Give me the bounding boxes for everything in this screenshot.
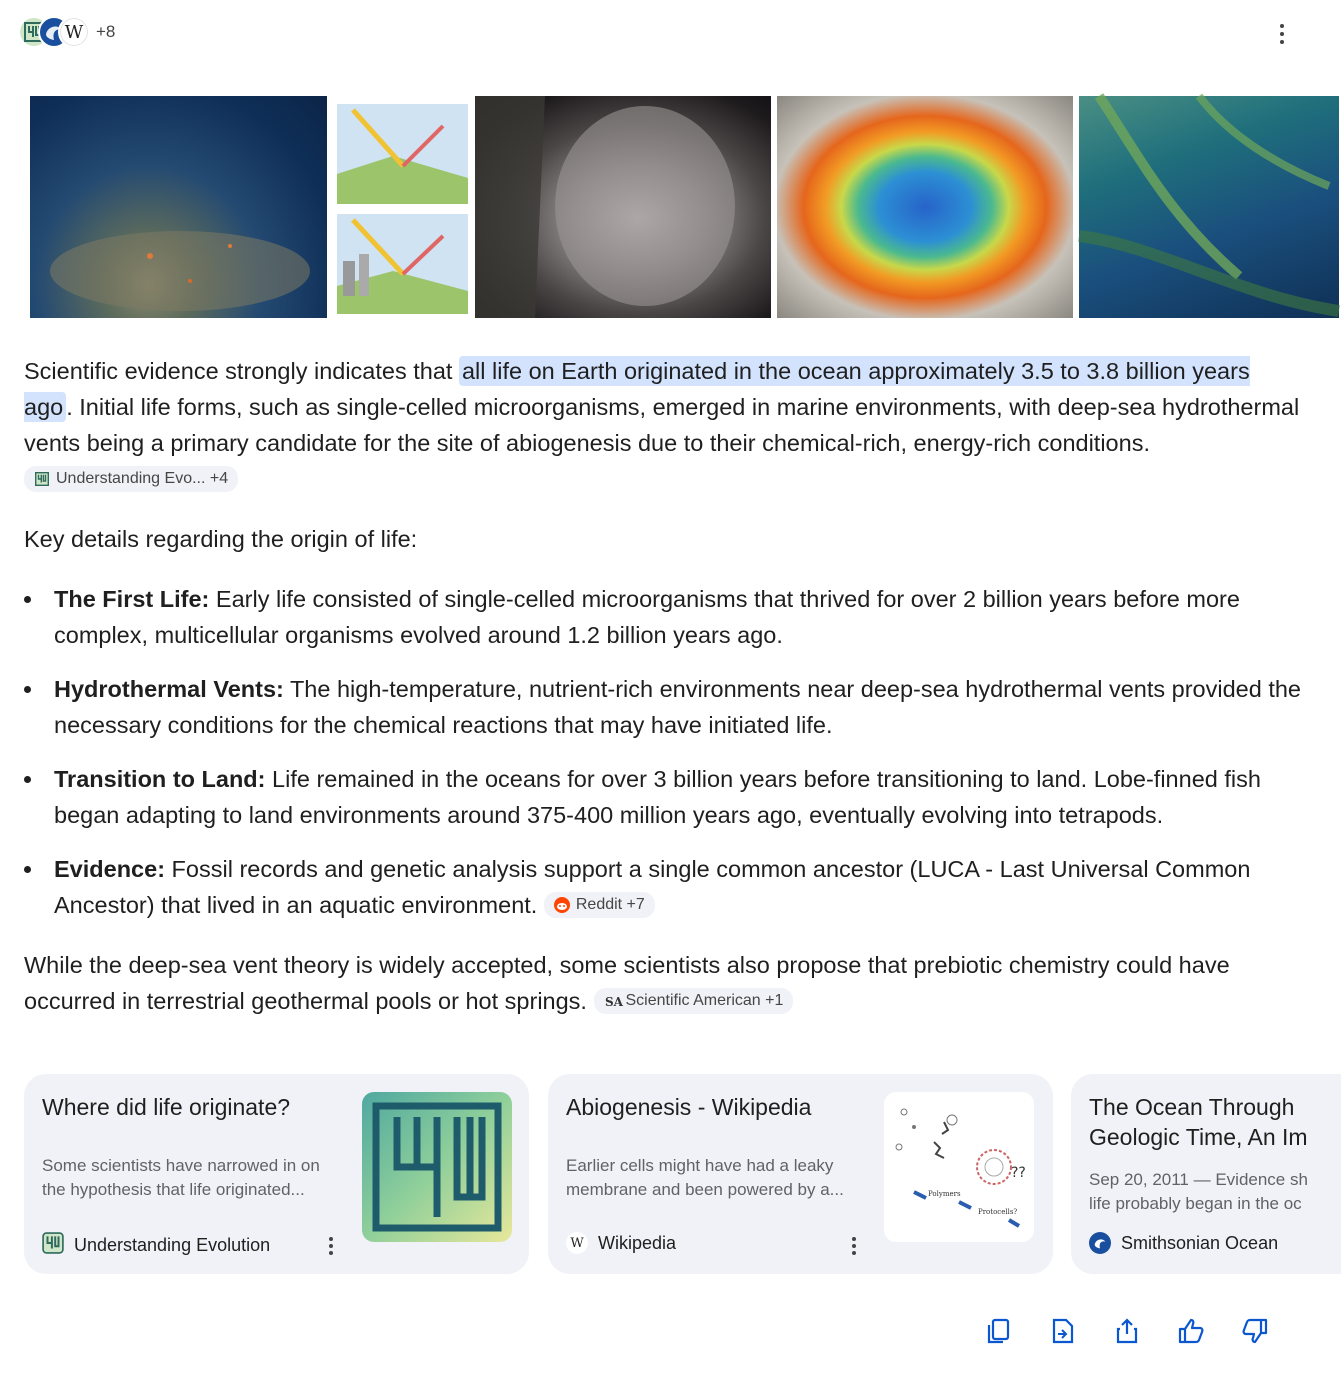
citation-chip-scientific-american[interactable]: SA Scientific American +1 xyxy=(594,988,794,1014)
card-title: Abiogenesis - Wikipedia xyxy=(566,1094,812,1120)
list-item: The First Life: Early life consisted of single-celled microorganisms that thrived for over 2 billion years before more complex, multicellular organisms evolved around 1.2 billion years ago. xyxy=(24,581,1314,653)
image-gallery[interactable] xyxy=(30,96,1320,318)
citation-chip-understanding-evolution[interactable]: Understanding Evo... +4 xyxy=(24,466,238,492)
gallery-image-ocean-floor[interactable] xyxy=(30,96,327,318)
card-source: W Wikipedia xyxy=(566,1232,676,1254)
card-title: The Ocean Through Geologic Time, An Im xyxy=(1089,1094,1308,1150)
export-to-docs-button[interactable] xyxy=(1046,1314,1080,1348)
intro-text-after: . Initial life forms, such as single-celled microorganisms, emerged in marine environments, with deep-sea hydrothermal vents being a primary candidate for the site of abiogenesis due to their chemical-rich, energy-rich conditions. xyxy=(24,394,1300,456)
source-card-smithsonian-ocean[interactable] xyxy=(1071,1074,1341,1274)
card-thumbnail xyxy=(884,1092,1034,1242)
copy-icon xyxy=(986,1317,1012,1345)
card-snippet: Some scientists have narrowed in on the hypothesis that life originated... xyxy=(42,1156,320,1199)
wikipedia-icon: W xyxy=(58,16,90,48)
card-more-options-button[interactable] xyxy=(844,1234,864,1258)
card-snippet: Earlier cells might have had a leaky membrane and been powered by a... xyxy=(566,1156,844,1199)
gallery-image-kelp-forest[interactable] xyxy=(1079,96,1339,318)
svg-text:??: ?? xyxy=(1011,1165,1026,1181)
key-details-heading: Key details regarding the origin of life: xyxy=(24,526,418,552)
good-response-button[interactable] xyxy=(1174,1314,1208,1348)
card-source: Smithsonian Ocean xyxy=(1089,1232,1278,1254)
understanding-evolution-icon xyxy=(34,471,50,487)
share-button[interactable] xyxy=(1110,1314,1144,1348)
reddit-icon xyxy=(554,897,570,913)
bullet-dot xyxy=(24,596,31,603)
source-favicons[interactable] xyxy=(18,14,115,50)
svg-text:Polymers: Polymers xyxy=(928,1190,961,1198)
list-item: Evidence: Fossil records and genetic analysis support a single common ancestor (LUCA - Last Universal Common Ancestor) that lived in an aquatic environment. Reddit +7 xyxy=(24,851,1314,923)
source-card-wikipedia[interactable] xyxy=(548,1074,1053,1274)
bullet-dot xyxy=(24,686,31,693)
thumbs-up-icon xyxy=(1177,1317,1205,1345)
highlighted-answer: all life on Earth originated in the ocean approximately 3.5 to 3.8 billion years ago xyxy=(24,358,1250,420)
more-options-button[interactable] xyxy=(1270,20,1294,48)
gallery-image-hydrothermal-vent[interactable] xyxy=(475,96,771,318)
card-title: Where did life originate? xyxy=(42,1094,291,1120)
copy-button[interactable] xyxy=(982,1314,1016,1348)
thumbs-down-icon xyxy=(1241,1317,1269,1345)
citation-chip-reddit[interactable]: Reddit +7 xyxy=(544,892,655,918)
bullet-dot xyxy=(24,776,31,783)
bullet-dot xyxy=(24,866,31,873)
gallery-image-greenhouse-diagram[interactable] xyxy=(333,96,472,318)
svg-text:Protocells?: Protocells? xyxy=(978,1208,1018,1216)
intro-text-before: Scientific evidence strongly indicates that xyxy=(24,358,459,384)
understanding-evolution-icon xyxy=(42,1232,64,1259)
response-actions xyxy=(982,1314,1272,1348)
card-more-options-button[interactable] xyxy=(321,1234,341,1258)
copy-to-docs-icon xyxy=(1050,1317,1076,1345)
svg-text:SA: SA xyxy=(604,994,623,1009)
list-item: Transition to Land: Life remained in the oceans for over 3 billion years before transitioning to land. Lobe-finned fish began adapting to land environments around 375-400 million years ago, eventually evolving into tetrapods. xyxy=(24,761,1314,833)
intro-paragraph xyxy=(24,353,1304,497)
closing-paragraph: While the deep-sea vent theory is widely accepted, some scientists also propose that prebiotic chemistry could have occurred in terrestrial geothermal pools or hot springs. SA Scientific American +1 xyxy=(24,952,1230,1014)
source-card-understanding-evolution[interactable] xyxy=(24,1074,529,1274)
list-item: Hydrothermal Vents: The high-temperature, nutrient-rich environments near deep-sea hydrothermal vents provided the necessary conditions for the chemical reactions that may have initiated life. xyxy=(24,671,1314,743)
wikipedia-icon: W xyxy=(566,1232,588,1254)
smithsonian-ocean-icon xyxy=(1089,1232,1111,1254)
scientific-american-icon xyxy=(604,993,623,1009)
card-snippet: Sep 20, 2011 — Evidence sh life probably began in the oc xyxy=(1089,1170,1308,1213)
share-icon xyxy=(1114,1317,1140,1345)
card-source: Understanding Evolution xyxy=(42,1232,270,1259)
bad-response-button[interactable] xyxy=(1238,1314,1272,1348)
gallery-image-hot-spring[interactable] xyxy=(777,96,1073,318)
card-thumbnail xyxy=(362,1092,512,1242)
more-sources-count: +8 xyxy=(96,22,116,41)
